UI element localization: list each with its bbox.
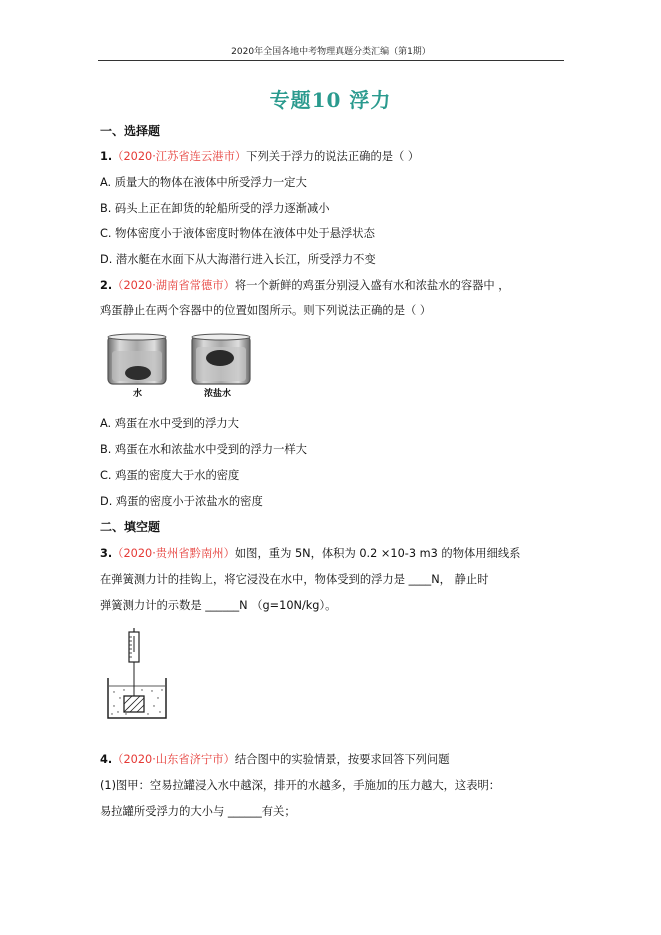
- beaker-label-salt-water: 浓盐水: [204, 389, 232, 399]
- egg-in-salt-water: [206, 350, 234, 366]
- beaker-water: [108, 334, 166, 384]
- egg-in-water: [125, 366, 151, 380]
- q1-stem: [100, 148, 419, 164]
- q2-option-b: B. 鸡蛋在水和浓盐水中受到的浮力一样大: [100, 443, 307, 456]
- header-rule: [98, 60, 564, 61]
- spring-scale-figure: [104, 628, 172, 722]
- q2-option-c: C. 鸡蛋的密度大于水的密度: [100, 469, 240, 482]
- q3-number: 3.: [100, 547, 113, 560]
- q4-sub1-line2: 易拉罐所受浮力的大小与 ______有关；: [100, 805, 296, 818]
- q2-stem-line2: 鸡蛋静止在两个容器中的位置如图所示。则下列说法正确的是（ ）: [100, 304, 432, 317]
- q2-number: 2.: [100, 279, 113, 292]
- q1-option-b: B. 码头上正在卸货的轮船所受的浮力逐渐减小: [100, 202, 330, 215]
- q4-number: 4.: [100, 753, 113, 766]
- q4-stem: [100, 751, 450, 767]
- q3-stem-line3: 弹簧测力计的示数是 ______N （g=10N/kg）。: [100, 599, 337, 612]
- q3-text-1: 如图，重为 5N，体积为 0.2 ×10-3 m3 的物体用细线系: [234, 547, 521, 560]
- q1-source: （2020·江苏省连云港市）: [112, 150, 247, 163]
- beaker-label-water: 水: [133, 389, 143, 399]
- q2-option-d: D. 鸡蛋的密度小于浓盐水的密度: [100, 495, 263, 508]
- q4-source: （2020·山东省济宁市）: [112, 753, 235, 766]
- q4-sub1-line1: (1)图甲：空易拉罐浸入水中越深，排开的水越多，手施加的压力越大，这表明：: [100, 779, 501, 792]
- q2-text-1: 将一个新鲜的鸡蛋分别浸入盛有水和浓盐水的容器中 ，: [234, 279, 510, 292]
- q3-source: （2020·贵州省黔南州）: [112, 547, 235, 560]
- q3-stem-line2: 在弹簧测力计的挂钩上，将它浸没在水中，物体受到的浮力是 ____N， 静止时: [100, 573, 489, 586]
- q3-stem-line1: [100, 545, 520, 561]
- q1-option-c: C. 物体密度小于液体密度时物体在液体中处于悬浮状态: [100, 227, 375, 240]
- q1-number: 1.: [100, 150, 113, 163]
- q2-source: （2020·湖南省常德市）: [112, 279, 235, 292]
- page-header: 2020年全国各地中考物理真题分类汇编（第1期）: [231, 47, 431, 57]
- page-title: 专题10 浮力: [269, 88, 392, 112]
- q1-option-a: A. 质量大的物体在液体中所受浮力一定大: [100, 176, 307, 189]
- q1-option-d: D. 潜水艇在水面下从大海潜行进入长江，所受浮力不变: [100, 253, 376, 266]
- q2-option-a: A. 鸡蛋在水中受到的浮力大: [100, 417, 239, 430]
- section-heading-fill: 二、填空题: [100, 520, 161, 534]
- q2-stem-line1: [100, 277, 510, 293]
- submerged-object: [124, 696, 144, 712]
- beaker-salt-water: [192, 334, 250, 384]
- q4-text: 结合图中的实验情景，按要求回答下列问题: [234, 753, 450, 766]
- section-heading-choice: 一、选择题: [100, 124, 161, 138]
- beakers-figure: [104, 333, 254, 401]
- q1-text: 下列关于浮力的说法正确的是（ ）: [246, 150, 420, 163]
